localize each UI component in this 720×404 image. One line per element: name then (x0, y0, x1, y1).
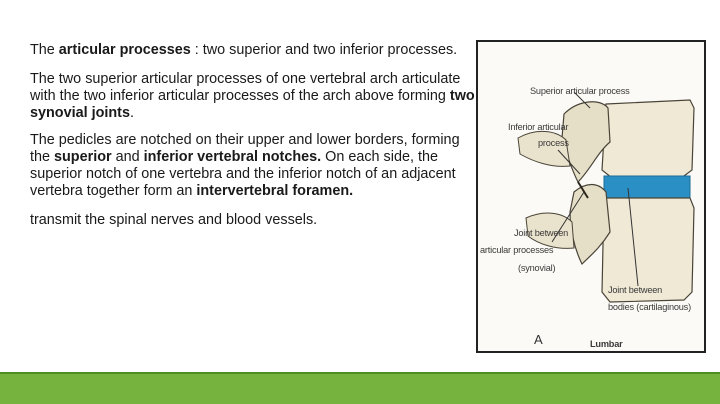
text-run: The two superior articular processes of one vertebral arch articulate with the two inferior articular processes of the arch above forming (30, 71, 461, 104)
figure-letter: A (534, 332, 543, 347)
slide-text (30, 42, 475, 239)
bold-term: inferior vertebral notches. (143, 149, 322, 165)
upper-vertebra-body (602, 100, 694, 178)
paragraph-articular-processes (30, 42, 475, 59)
label-inferior-articular-process-2: process (538, 138, 569, 148)
bold-term: articular processes (58, 42, 191, 58)
label-superior-articular-process: Superior articular process (530, 86, 630, 96)
bold-term: intervertebral foramen. (196, 183, 354, 199)
label-joint-articular-3: (synovial) (518, 263, 556, 273)
text-run: On each side, the superior notch of one vertebra and the inferior notch of an adjacent vertebra together form an (30, 149, 456, 199)
label-joint-bodies-2: bodies (cartilaginous) (608, 302, 691, 312)
figure-caption: Lumbar (590, 339, 623, 349)
text-run: . (129, 105, 134, 121)
text-run: and (111, 149, 144, 165)
paragraph-synovial-joints (30, 71, 475, 122)
label-inferior-articular-process: Inferior articular (508, 122, 569, 132)
text-run: The (30, 42, 59, 58)
text-run: transmit the spinal nerves and blood vessels. (30, 212, 318, 228)
bold-term: superior (54, 149, 112, 165)
bold-term: two synovial joints (30, 88, 475, 121)
footer-bar (0, 374, 720, 404)
label-joint-bodies-1: Joint between (608, 285, 663, 295)
paragraph-vertebral-notches (30, 132, 475, 200)
intervertebral-disc (604, 176, 690, 198)
vertebra-figure (476, 40, 706, 353)
text-run: The pedicles are notched on their upper and lower borders, forming the (30, 132, 460, 165)
paragraph-transmit (30, 212, 475, 229)
label-joint-articular-2: articular processes (480, 245, 554, 255)
text-run: : two superior and two inferior processes. (190, 42, 458, 58)
label-joint-articular-1: Joint between (514, 228, 569, 238)
